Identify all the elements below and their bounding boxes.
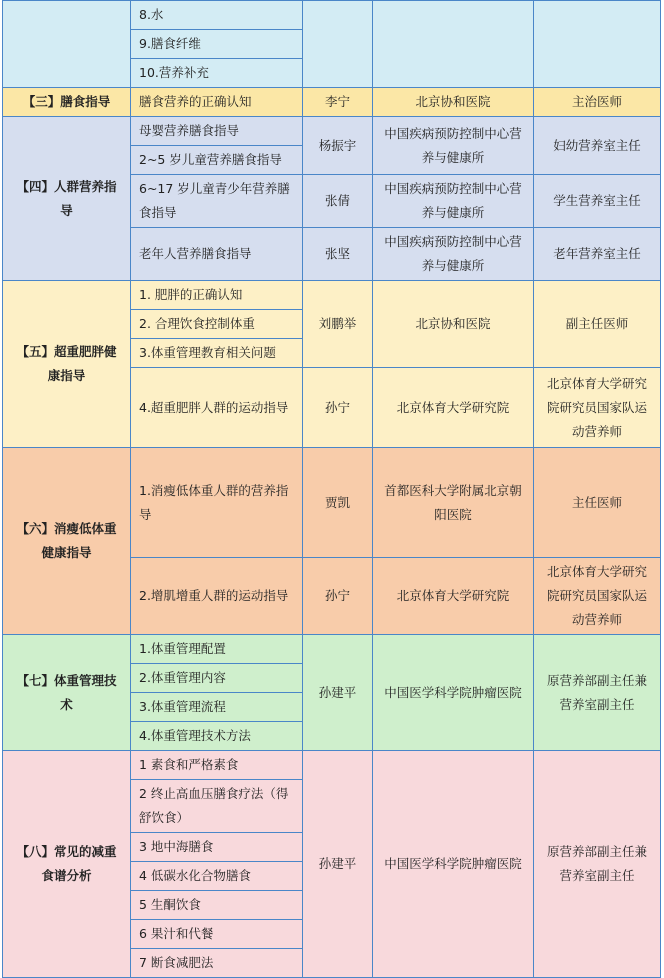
- topic-cell: 老年人营养膳食指导: [131, 228, 303, 281]
- topic-cell: 3 地中海膳食: [131, 833, 303, 862]
- table-row: [3, 635, 661, 664]
- organization-cell: 北京体育大学研究院: [373, 368, 534, 448]
- topic-cell: 1 素食和严格素食: [131, 751, 303, 780]
- topic-cell: 2.体重管理内容: [131, 664, 303, 693]
- topic-cell: 1.消瘦低体重人群的营养指导: [131, 448, 303, 558]
- organization-cell: 中国医学科学院肿瘤医院: [373, 635, 534, 751]
- topic-cell: 8.水: [131, 1, 303, 30]
- position-cell: 主任医师: [534, 448, 661, 558]
- table-row: [3, 751, 661, 780]
- position-cell: 学生营养室主任: [534, 175, 661, 228]
- speaker-cell: 李宁: [303, 88, 373, 117]
- table-row: [3, 448, 661, 558]
- position-cell: 妇幼营养室主任: [534, 117, 661, 175]
- section-title: 【六】消瘦低体重健康指导: [3, 448, 131, 635]
- topic-cell: 2 终止高血压膳食疗法（得舒饮食）: [131, 780, 303, 833]
- topic-cell: 1. 肥胖的正确认知: [131, 281, 303, 310]
- section-title: 【八】常见的减重食谱分析: [3, 751, 131, 978]
- organization-cell: 中国疾病预防控制中心营养与健康所: [373, 117, 534, 175]
- position-cell: [534, 1, 661, 88]
- topic-cell: 3.体重管理流程: [131, 693, 303, 722]
- section-title: 【三】膳食指导: [3, 88, 131, 117]
- topic-cell: 7 断食减肥法: [131, 949, 303, 978]
- speaker-cell: 孙建平: [303, 635, 373, 751]
- topic-cell: 4.超重肥胖人群的运动指导: [131, 368, 303, 448]
- schedule-body: [3, 1, 661, 978]
- position-cell: 老年营养室主任: [534, 228, 661, 281]
- position-cell: 原营养部副主任兼营养室副主任: [534, 635, 661, 751]
- speaker-cell: 杨振宇: [303, 117, 373, 175]
- section-title: 【七】体重管理技术: [3, 635, 131, 751]
- position-cell: 副主任医师: [534, 281, 661, 368]
- table-row: [3, 88, 661, 117]
- section-title: [3, 1, 131, 88]
- speaker-cell: 张倩: [303, 175, 373, 228]
- speaker-cell: 刘鹏举: [303, 281, 373, 368]
- speaker-cell: 贾凯: [303, 448, 373, 558]
- speaker-cell: 孙宁: [303, 558, 373, 635]
- speaker-cell: 孙宁: [303, 368, 373, 448]
- position-cell: 北京体育大学研究院研究员国家队运动营养师: [534, 368, 661, 448]
- topic-cell: 母婴营养膳食指导: [131, 117, 303, 146]
- topic-cell: 5 生酮饮食: [131, 891, 303, 920]
- organization-cell: 中国医学科学院肿瘤医院: [373, 751, 534, 978]
- topic-cell: 4.体重管理技术方法: [131, 722, 303, 751]
- topic-cell: 4 低碳水化合物膳食: [131, 862, 303, 891]
- topic-cell: 2. 合理饮食控制体重: [131, 310, 303, 339]
- topic-cell: 2~5 岁儿童营养膳食指导: [131, 146, 303, 175]
- topic-cell: 1.体重管理配置: [131, 635, 303, 664]
- organization-cell: 北京体育大学研究院: [373, 558, 534, 635]
- topic-cell: 3.体重管理教育相关问题: [131, 339, 303, 368]
- table-row: [3, 281, 661, 310]
- speaker-cell: 孙建平: [303, 751, 373, 978]
- topic-cell: 10.营养补充: [131, 59, 303, 88]
- topic-cell: 9.膳食纤维: [131, 30, 303, 59]
- schedule-table: [2, 0, 661, 978]
- section-title: 【五】超重肥胖健康指导: [3, 281, 131, 448]
- organization-cell: 中国疾病预防控制中心营养与健康所: [373, 228, 534, 281]
- section-title: 【四】人群营养指导: [3, 117, 131, 281]
- topic-cell: 2.增肌增重人群的运动指导: [131, 558, 303, 635]
- speaker-cell: 张坚: [303, 228, 373, 281]
- position-cell: 北京体育大学研究院研究员国家队运动营养师: [534, 558, 661, 635]
- position-cell: 原营养部副主任兼营养室副主任: [534, 751, 661, 978]
- organization-cell: 北京协和医院: [373, 88, 534, 117]
- table-row: [3, 1, 661, 30]
- speaker-cell: [303, 1, 373, 88]
- organization-cell: 中国疾病预防控制中心营养与健康所: [373, 175, 534, 228]
- organization-cell: 北京协和医院: [373, 281, 534, 368]
- topic-cell: 6~17 岁儿童青少年营养膳食指导: [131, 175, 303, 228]
- topic-cell: 6 果汁和代餐: [131, 920, 303, 949]
- organization-cell: 首都医科大学附属北京朝阳医院: [373, 448, 534, 558]
- topic-cell: 膳食营养的正确认知: [131, 88, 303, 117]
- table-row: [3, 117, 661, 146]
- organization-cell: [373, 1, 534, 88]
- position-cell: 主治医师: [534, 88, 661, 117]
